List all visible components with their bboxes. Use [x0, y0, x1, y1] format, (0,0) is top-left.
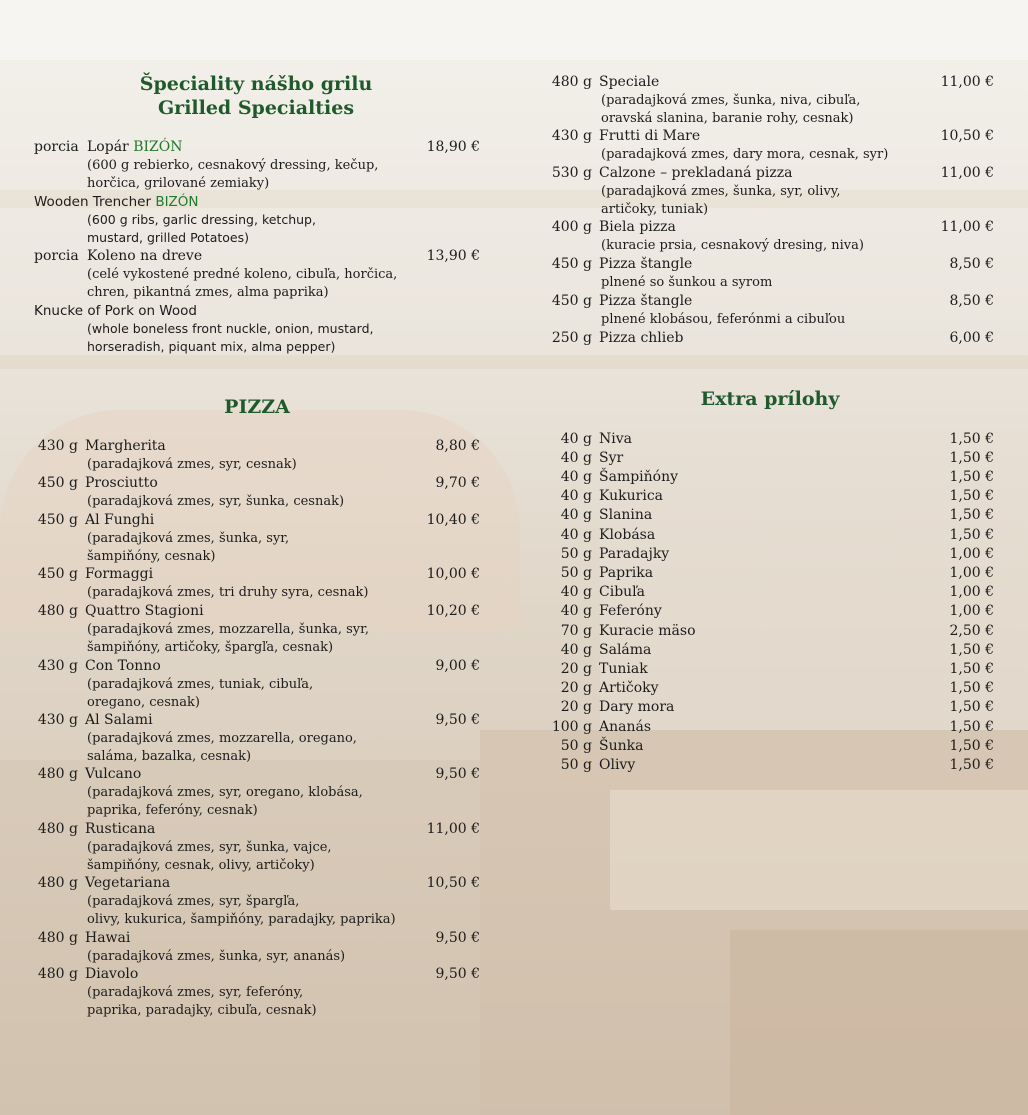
item-name: Con Tonno	[85, 658, 161, 674]
item-price: 1,50 €	[949, 757, 994, 773]
item-price: 1,50 €	[949, 642, 994, 658]
item-name: Šunka	[599, 738, 644, 754]
item-weight: 40 g	[560, 584, 592, 600]
item-weight: 480 g	[551, 74, 592, 90]
item-description: (paradajková zmes, syr, špargľa, olivy, kukurica, šampiňóny, paradajky, paprika)	[87, 894, 396, 927]
item-weight: 430 g	[37, 438, 78, 454]
item-weight: 100 g	[551, 719, 592, 735]
item-name: Vegetariana	[85, 875, 171, 891]
item-name: Frutti di Mare	[599, 128, 701, 144]
item-name: Saláma	[599, 642, 652, 658]
item-price: 13,90 €	[426, 248, 480, 264]
item-description: (600 g rebierko, cesnakový dressing, kečup, horčica, grilované zemiaky)	[87, 158, 379, 191]
grill-item	[0, 138, 500, 198]
item-weight: 530 g	[551, 165, 592, 181]
item-name: Kukurica	[599, 488, 664, 504]
item-weight: 50 g	[560, 757, 592, 773]
item-description: (paradajková zmes, mozzarella, šunka, syr, šampiňóny, artičoky, špargľa, cesnak)	[87, 622, 370, 655]
item-price: 1,50 €	[949, 431, 994, 447]
item-weight: 40 g	[560, 603, 592, 619]
item-name: Paprika	[599, 565, 654, 581]
item-name: Slanina	[599, 507, 653, 523]
item-weight: 480 g	[37, 766, 78, 782]
item-name: Diavolo	[85, 966, 139, 982]
item-weight: 50 g	[560, 565, 592, 581]
item-price: 10,20 €	[426, 603, 480, 619]
item-name: Ananás	[599, 719, 652, 735]
item-description: (paradajková zmes, mozzarella, oregano, saláma, bazalka, cesnak)	[87, 731, 357, 764]
item-name: Feferóny	[599, 603, 662, 619]
item-weight: 40 g	[560, 469, 592, 485]
item-description: plnené so šunkou a syrom	[601, 275, 773, 290]
item-name: Syr	[599, 450, 624, 466]
item-price: 1,50 €	[949, 488, 994, 504]
item-price: 1,50 €	[949, 661, 994, 677]
item-price: 11,00 €	[940, 219, 994, 235]
item-price: 1,50 €	[949, 680, 994, 696]
extras-title: Extra prílohy	[700, 388, 840, 410]
item-weight: 70 g	[560, 623, 592, 639]
item-weight: 450 g	[551, 293, 592, 309]
item-name: Vulcano	[85, 766, 142, 782]
item-description: (paradajková zmes, šunka, syr, ananás)	[87, 949, 346, 964]
item-weight: 20 g	[560, 661, 592, 677]
item-price: 1,50 €	[949, 719, 994, 735]
item-price: 9,50 €	[435, 966, 480, 982]
item-name: Dary mora	[599, 699, 675, 715]
item-weight: 480 g	[37, 603, 78, 619]
item-name: Koleno na dreve	[87, 248, 203, 264]
item-weight: 450 g	[37, 566, 78, 582]
item-name: Margherita	[85, 438, 166, 454]
item-price: 8,80 €	[435, 438, 480, 454]
item-name: Prosciutto	[85, 475, 158, 491]
item-weight: 40 g	[560, 642, 592, 658]
item-name-text: Lopár	[87, 139, 134, 155]
item-price: 9,50 €	[435, 712, 480, 728]
item-price: 10,00 €	[426, 566, 480, 582]
item-description: (paradajková zmes, tri druhy syra, cesnak)	[87, 585, 369, 600]
item-description: (paradajková zmes, tuniak, cibuľa, oregano, cesnak)	[87, 677, 314, 710]
item-price: 10,40 €	[426, 512, 480, 528]
extras-list	[530, 430, 1028, 780]
item-weight: 20 g	[560, 699, 592, 715]
item-price: 1,00 €	[949, 584, 994, 600]
pizza-title: PIZZA	[224, 396, 290, 418]
item-price: 9,00 €	[435, 658, 480, 674]
item-name	[87, 138, 182, 156]
item-name: Niva	[599, 431, 632, 447]
item-price: 1,50 €	[949, 699, 994, 715]
item-description: plnené klobásou, feferónmi a cibuľou	[601, 312, 846, 327]
item-price: 6,00 €	[949, 330, 994, 346]
item-name: Olivy	[599, 757, 636, 773]
item-weight: 250 g	[551, 330, 592, 346]
item-price: 10,50 €	[426, 875, 480, 891]
item-price: 1,50 €	[949, 450, 994, 466]
brand-label-en: BIZÓN	[155, 194, 199, 210]
item-name: Al Funghi	[85, 512, 155, 528]
grill-item	[0, 247, 500, 307]
item-price: 8,50 €	[949, 293, 994, 309]
item-weight: 50 g	[560, 546, 592, 562]
item-weight: 40 g	[560, 431, 592, 447]
item-price: 9,50 €	[435, 766, 480, 782]
item-name: Al Salami	[85, 712, 153, 728]
item-price: 9,70 €	[435, 475, 480, 491]
item-weight: 450 g	[37, 475, 78, 491]
item-name: Klobása	[599, 527, 656, 543]
item-description: (paradajková zmes, šunka, syr, olivy, artičoky, tuniak)	[601, 184, 841, 217]
item-price: 1,00 €	[949, 546, 994, 562]
item-weight: 40 g	[560, 488, 592, 504]
item-weight: 40 g	[560, 507, 592, 523]
item-weight: 400 g	[551, 219, 592, 235]
item-name: Pizza štangle	[599, 293, 693, 309]
item-name-en-text: Wooden Trencher	[34, 194, 156, 210]
item-name: Formaggi	[85, 566, 154, 582]
item-price: 11,00 €	[940, 74, 994, 90]
item-description: (paradajková zmes, syr, cesnak)	[87, 457, 297, 472]
item-price: 1,00 €	[949, 603, 994, 619]
item-weight: 430 g	[551, 128, 592, 144]
item-price: 1,50 €	[949, 469, 994, 485]
item-description: (paradajková zmes, syr, feferóny, paprika, paradajky, cibuľa, cesnak)	[87, 985, 317, 1018]
item-weight: 480 g	[37, 930, 78, 946]
item-weight: 430 g	[37, 712, 78, 728]
item-weight: 450 g	[37, 512, 78, 528]
item-description: (kuracie prsia, cesnakový dresing, niva)	[601, 238, 864, 253]
item-name-en: Knucke of Pork on Wood	[34, 303, 197, 319]
item-price: 11,00 €	[426, 821, 480, 837]
item-name: Pizza štangle	[599, 256, 693, 272]
item-price: 11,00 €	[940, 165, 994, 181]
item-description: (paradajková zmes, syr, oregano, klobása, paprika, feferóny, cesnak)	[87, 785, 363, 818]
item-price: 1,50 €	[949, 738, 994, 754]
item-name: Rusticana	[85, 821, 156, 837]
item-price: 18,90 €	[426, 139, 480, 155]
item-name: Hawai	[85, 930, 131, 946]
item-name-en	[34, 194, 199, 210]
item-price: 1,50 €	[949, 507, 994, 523]
item-description: (paradajková zmes, dary mora, cesnak, syr)	[601, 147, 889, 162]
grill-item-english	[34, 193, 494, 253]
grill-title-sk: Špeciality nášho grilu	[139, 73, 373, 95]
item-name: Speciale	[599, 74, 660, 90]
item-price: 2,50 €	[949, 623, 994, 639]
item-name: Tuniak	[599, 661, 648, 677]
item-description: (celé vykostené predné koleno, cibuľa, horčica, chren, pikantná zmes, alma paprika)	[87, 267, 398, 300]
item-name: Šampiňóny	[599, 469, 679, 485]
item-weight: 50 g	[560, 738, 592, 754]
item-name: Cibuľa	[599, 584, 645, 600]
brand-label: BIZÓN	[133, 139, 183, 155]
item-name: Kuracie mäso	[599, 623, 696, 639]
item-weight: 20 g	[560, 680, 592, 696]
item-description-en: (600 g ribs, garlic dressing, ketchup, mustard, grilled Potatoes)	[87, 212, 316, 245]
item-name: Paradajky	[599, 546, 670, 562]
item-weight: 480 g	[37, 875, 78, 891]
item-description: (paradajková zmes, syr, šunka, cesnak)	[87, 494, 345, 509]
item-description: (paradajková zmes, šunka, syr, šampiňóny, cesnak)	[87, 531, 290, 564]
item-price: 1,00 €	[949, 565, 994, 581]
item-weight: porcia	[34, 139, 79, 155]
item-name: Calzone – prekladaná pizza	[599, 165, 793, 181]
item-weight: 40 g	[560, 450, 592, 466]
item-name: Artičoky	[599, 680, 659, 696]
item-price: 8,50 €	[949, 256, 994, 272]
item-weight: 430 g	[37, 658, 78, 674]
item-name: Pizza chlieb	[599, 330, 684, 346]
item-name: Quattro Stagioni	[85, 603, 204, 619]
item-description: (paradajková zmes, syr, šunka, vajce, šampiňóny, cesnak, olivy, artičoky)	[87, 840, 332, 873]
grill-item-english	[34, 302, 494, 362]
item-weight: porcia	[34, 248, 79, 264]
item-weight: 480 g	[37, 966, 78, 982]
item-description-en: (whole boneless front nuckle, onion, mustard, horseradish, piquant mix, alma pepper)	[87, 321, 374, 354]
item-description: (paradajková zmes, šunka, niva, cibuľa, oravská slanina, baranie rohy, cesnak)	[601, 93, 861, 126]
item-weight: 450 g	[551, 256, 592, 272]
item-weight: 40 g	[560, 527, 592, 543]
item-price: 1,50 €	[949, 527, 994, 543]
item-price: 10,50 €	[940, 128, 994, 144]
grill-title-en: Grilled Specialties	[157, 97, 355, 119]
item-name: Biela pizza	[599, 219, 676, 235]
item-price: 9,50 €	[435, 930, 480, 946]
item-weight: 480 g	[37, 821, 78, 837]
